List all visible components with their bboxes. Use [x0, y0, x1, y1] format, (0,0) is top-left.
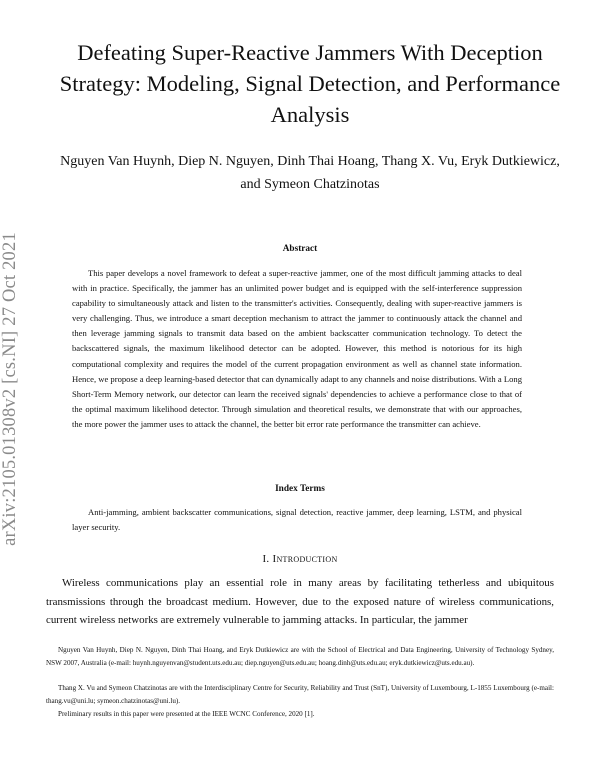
index-terms-text: Anti-jamming, ambient backscatter communications, signal detection, reactive jammer, deep learning, LSTM, and physical layer security.	[72, 507, 522, 533]
index-terms-heading: Index Terms	[275, 484, 325, 494]
abstract-text: This paper develops a novel framework to defeat a super-reactive jammer, one of the most difficult jamming attacks to deal with in practice. Specifically, the jammer has an unlimited power budget and is equipped with the self-interference suppression capability to simultaneously attack and listen to the transmitter's activities. Consequently, dealing with super-reactive jammers is very challenging. Thus, we introduce a smart deception mechanism to attract the jammer to continuously attack the channel and then leverage jamming signals to transmit data based on the ambient backscatter communication technology. To detect the backscattered signals, the maximum likelihood detector can be adopted. However, this method is notorious for its high computational complexity and requires the model of the current propagation environment as well as channel state information. Hence, we propose a deep learning-based detector that can dynamically adapt to any channels and noise distributions. With a Long Short-Term Memory network, our detector can learn the received signals' dependencies to achieve a performance close to that of the optimal maximum likelihood detector. Through simulation and theoretical results, we demonstrate that with our approaches, the more power the jammer uses to attack the channel, the better bit error rate performance the transmitter can achieve.	[72, 268, 522, 429]
footnote-affiliation-snt: Thang X. Vu and Symeon Chatzinotas are with the Interdisciplinary Centre for Security, Reliability and Trust (SnT), University of Luxembourg, L-1855 Luxembourg (e-mail: thang.vu@uni.lu; symeon.chatzinotas@uni.lu).	[46, 684, 554, 705]
section-title: Introduction	[272, 553, 338, 565]
arxiv-identifier-stamp: arXiv:2105.01308v2 [cs.NI] 27 Oct 2021	[0, 232, 20, 546]
introduction-paragraph: Wireless communications play an essential role in many areas by facilitating tetherless and ubiquitous transmissions through the broadcast medium. However, due to the exposed nature of wireless communications, current wireless networks are extremely vulnerable to jamming attacks. In particular, the jammer	[46, 577, 554, 627]
footnote-affiliation-uts: Nguyen Van Huynh, Diep N. Nguyen, Dinh Thai Hoang, and Eryk Dutkiewicz are with the School of Electrical and Data Engineering, University of Technology Sydney, NSW 2007, Australia (e-mail: huynh.nguyenvan@student.uts.edu.au; diep.nguyen@uts.edu.au; hoang.dinh@uts.edu.au; eryk.dutkiewicz@uts.edu.au).	[46, 646, 554, 667]
author-list: Nguyen Van Huynh, Diep N. Nguyen, Dinh Thai Hoang, Thang X. Vu, Eryk Dutkiewicz, and Symeon Chatzinotas	[60, 154, 560, 192]
abstract-heading: Abstract	[282, 244, 318, 254]
footnote-preliminary-results: Preliminary results in this paper were presented at the IEEE WCNC Conference, 2020 [1].	[58, 710, 315, 718]
paper-title: Defeating Super-Reactive Jammers With Deception Strategy: Modeling, Signal Detection, and Performance Analysis	[59, 40, 561, 127]
section-number: I.	[262, 553, 270, 565]
section-heading	[0, 553, 600, 565]
